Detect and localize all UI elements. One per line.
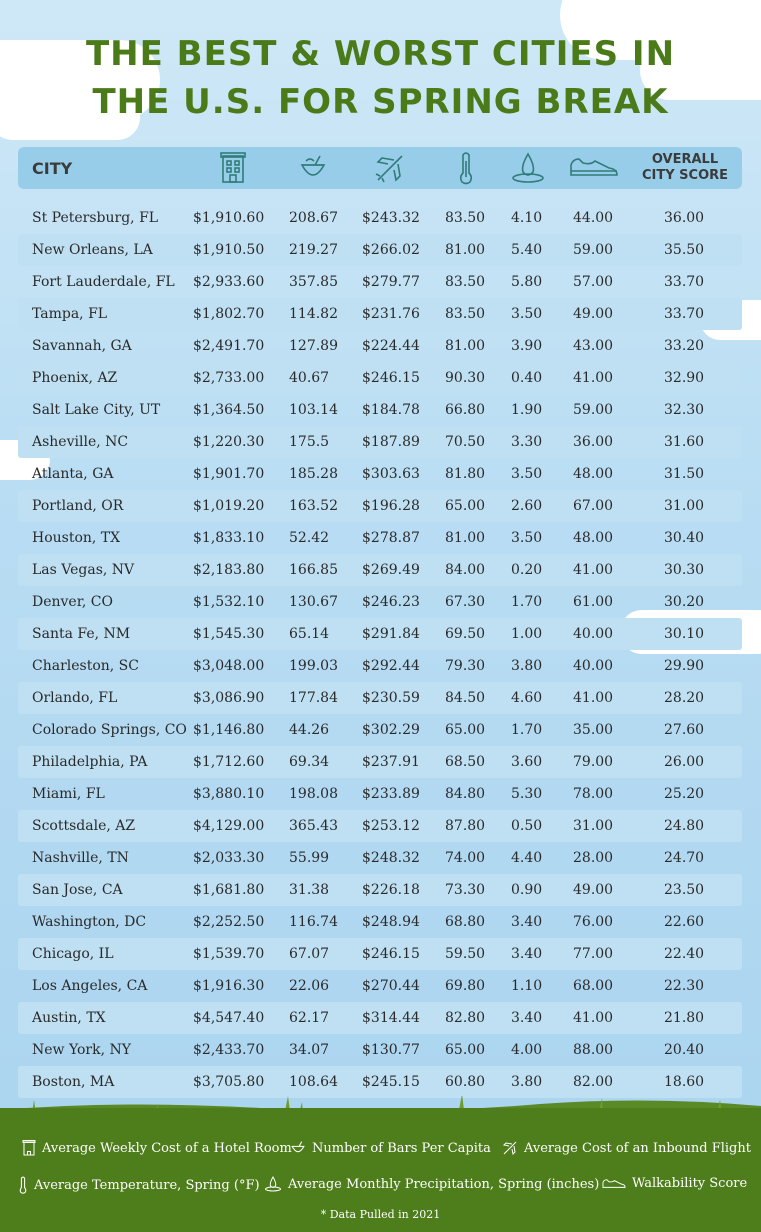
cell-flight: $187.89 [362, 434, 420, 450]
cell-city: Scottsdale, AZ [32, 818, 136, 834]
cell-precip: 5.80 [511, 274, 543, 290]
cell-precip: 3.80 [511, 1074, 543, 1090]
cell-score: 30.10 [664, 626, 705, 642]
table-row [18, 458, 742, 490]
cell-flight: $314.44 [362, 1010, 420, 1026]
legend-label: Average Monthly Precipitation, Spring (inches) [288, 1176, 600, 1192]
sneaker-icon [602, 1178, 626, 1190]
cell-flight: $291.84 [362, 626, 420, 642]
cell-score: 30.40 [664, 530, 705, 546]
cell-score: 31.50 [664, 466, 705, 482]
cell-hotel: $1,901.70 [193, 466, 265, 482]
cell-city: Washington, DC [32, 914, 147, 930]
cell-flight: $266.02 [362, 242, 420, 258]
table-row [18, 202, 742, 234]
table-row [18, 810, 742, 842]
cell-flight: $243.32 [362, 210, 420, 226]
cell-hotel: $3,880.10 [193, 786, 265, 802]
cell-temp: 65.00 [445, 1042, 486, 1058]
cell-bars: 108.64 [289, 1074, 338, 1090]
score-header-line-1: OVERALL [651, 152, 719, 167]
cell-hotel: $2,183.80 [193, 562, 265, 578]
cell-walk: 67.00 [573, 498, 614, 514]
cell-precip: 3.40 [511, 914, 543, 930]
table-row [18, 490, 742, 522]
cell-city: Los Angeles, CA [32, 978, 148, 994]
cell-temp: 73.30 [445, 882, 486, 898]
cell-flight: $233.89 [362, 786, 420, 802]
cell-bars: 103.14 [289, 402, 338, 418]
cell-precip: 0.20 [511, 562, 543, 578]
cell-precip: 0.40 [511, 370, 543, 386]
cell-temp: 81.00 [445, 530, 486, 546]
cell-flight: $279.77 [362, 274, 420, 290]
table-row [18, 714, 742, 746]
airplane-icon [502, 1140, 518, 1156]
cell-flight: $224.44 [362, 338, 420, 354]
cell-bars: 44.26 [289, 722, 330, 738]
cell-city: Miami, FL [32, 786, 105, 802]
cell-precip: 1.90 [511, 402, 543, 418]
cell-bars: 52.42 [289, 530, 330, 546]
cell-score: 29.90 [664, 658, 705, 674]
cell-hotel: $1,545.30 [193, 626, 265, 642]
cell-walk: 76.00 [573, 914, 614, 930]
airplane-icon [370, 147, 410, 189]
cell-city: Santa Fe, NM [32, 626, 131, 642]
table-row [18, 426, 742, 458]
cell-temp: 70.50 [445, 434, 486, 450]
cell-bars: 31.38 [289, 882, 330, 898]
cell-city: Chicago, IL [32, 946, 114, 962]
cell-city: Las Vegas, NV [32, 562, 135, 578]
table-row [18, 586, 742, 618]
cell-bars: 357.85 [289, 274, 338, 290]
legend-label: Average Weekly Cost of a Hotel Room [42, 1140, 292, 1156]
cell-walk: 41.00 [573, 562, 614, 578]
cell-precip: 3.50 [511, 306, 543, 322]
cell-precip: 3.50 [511, 466, 543, 482]
cell-city: Denver, CO [32, 594, 113, 610]
table-row [18, 746, 742, 778]
cell-bars: 208.67 [289, 210, 338, 226]
cell-flight: $196.28 [362, 498, 420, 514]
table-row [18, 1002, 742, 1034]
table-row [18, 874, 742, 906]
cell-bars: 127.89 [289, 338, 338, 354]
cell-hotel: $1,019.20 [193, 498, 265, 514]
cell-hotel: $3,705.80 [193, 1074, 265, 1090]
cell-city: Philadelphia, PA [32, 754, 148, 770]
cell-hotel: $2,433.70 [193, 1042, 265, 1058]
cell-bars: 22.06 [289, 978, 330, 994]
cell-hotel: $1,681.80 [193, 882, 265, 898]
cell-walk: 59.00 [573, 242, 614, 258]
table-row [18, 778, 742, 810]
cell-precip: 3.30 [511, 434, 543, 450]
cell-walk: 40.00 [573, 658, 614, 674]
cell-walk: 68.00 [573, 978, 614, 994]
cell-temp: 83.50 [445, 306, 486, 322]
cell-score: 33.20 [664, 338, 705, 354]
cell-bars: 130.67 [289, 594, 338, 610]
table-row [18, 362, 742, 394]
cell-score: 35.50 [664, 242, 705, 258]
legend-label: Average Cost of an Inbound Flight [524, 1140, 751, 1156]
cell-temp: 69.50 [445, 626, 486, 642]
cell-temp: 87.80 [445, 818, 486, 834]
table-row [18, 842, 742, 874]
cell-flight: $226.18 [362, 882, 420, 898]
cell-city: St Petersburg, FL [32, 210, 159, 226]
cell-flight: $231.76 [362, 306, 420, 322]
city-table [18, 202, 742, 1098]
cell-flight: $248.32 [362, 850, 420, 866]
cell-bars: 62.17 [289, 1010, 330, 1026]
cell-walk: 36.00 [573, 434, 614, 450]
cell-flight: $246.15 [362, 370, 420, 386]
cell-city: New York, NY [32, 1042, 131, 1058]
cell-precip: 2.60 [511, 498, 543, 514]
cell-score: 33.70 [664, 274, 705, 290]
cell-precip: 3.50 [511, 530, 543, 546]
cell-bars: 114.82 [289, 306, 338, 322]
cell-walk: 59.00 [573, 402, 614, 418]
cell-flight: $292.44 [362, 658, 420, 674]
cell-score: 23.50 [664, 882, 705, 898]
cell-flight: $230.59 [362, 690, 420, 706]
cell-bars: 198.08 [289, 786, 338, 802]
cell-walk: 61.00 [573, 594, 614, 610]
cell-score: 24.70 [664, 850, 705, 866]
cell-hotel: $1,833.10 [193, 530, 265, 546]
cell-hotel: $2,252.50 [193, 914, 265, 930]
cell-score: 25.20 [664, 786, 705, 802]
cell-hotel: $2,933.60 [193, 274, 265, 290]
cell-precip: 0.90 [511, 882, 543, 898]
cell-flight: $270.44 [362, 978, 420, 994]
cell-city: New Orleans, LA [32, 242, 153, 258]
overall-score-column-header [638, 147, 732, 189]
cell-hotel: $1,916.30 [193, 978, 265, 994]
table-row [18, 394, 742, 426]
cell-walk: 49.00 [573, 882, 614, 898]
sneaker-icon [566, 147, 622, 189]
cell-temp: 84.50 [445, 690, 486, 706]
hotel-icon [22, 1140, 36, 1156]
cell-bars: 175.5 [289, 434, 330, 450]
cell-bars: 365.43 [289, 818, 338, 834]
cell-city: Houston, TX [32, 530, 121, 546]
table-row [18, 906, 742, 938]
cell-bars: 34.07 [289, 1042, 330, 1058]
cell-score: 32.30 [664, 402, 705, 418]
cell-walk: 40.00 [573, 626, 614, 642]
cell-temp: 79.30 [445, 658, 486, 674]
cell-city: Salt Lake City, UT [32, 402, 161, 418]
cell-score: 31.60 [664, 434, 705, 450]
table-row [18, 554, 742, 586]
cell-precip: 4.40 [511, 850, 543, 866]
hotel-icon [213, 147, 253, 189]
table-row [18, 1034, 742, 1066]
cell-score: 28.20 [664, 690, 705, 706]
table-row [18, 1066, 742, 1098]
cell-city: Fort Lauderdale, FL [32, 274, 175, 290]
cell-hotel: $1,910.60 [193, 210, 265, 226]
cell-city: Charleston, SC [32, 658, 139, 674]
cell-walk: 44.00 [573, 210, 614, 226]
cell-flight: $237.91 [362, 754, 420, 770]
cell-score: 31.00 [664, 498, 705, 514]
cell-precip: 3.90 [511, 338, 543, 354]
cell-score: 30.20 [664, 594, 705, 610]
cell-score: 22.40 [664, 946, 705, 962]
cell-precip: 4.10 [511, 210, 543, 226]
cell-bars: 55.99 [289, 850, 330, 866]
cell-hotel: $2,491.70 [193, 338, 265, 354]
cell-walk: 57.00 [573, 274, 614, 290]
cell-bars: 40.67 [289, 370, 330, 386]
cell-score: 20.40 [664, 1042, 705, 1058]
cell-hotel: $4,547.40 [193, 1010, 265, 1026]
cell-city: Tampa, FL [32, 306, 108, 322]
cell-walk: 48.00 [573, 466, 614, 482]
cell-temp: 74.00 [445, 850, 486, 866]
cell-precip: 1.70 [511, 722, 543, 738]
cell-temp: 81.80 [445, 466, 486, 482]
cell-precip: 3.40 [511, 946, 543, 962]
cell-precip: 1.10 [511, 978, 543, 994]
cell-city: Austin, TX [32, 1010, 106, 1026]
cell-flight: $184.78 [362, 402, 420, 418]
cell-precip: 5.30 [511, 786, 543, 802]
coconut-drink-icon [293, 147, 333, 189]
cell-flight: $246.15 [362, 946, 420, 962]
cell-city: Colorado Springs, CO [32, 722, 187, 738]
cell-temp: 68.50 [445, 754, 486, 770]
cell-hotel: $1,146.80 [193, 722, 265, 738]
cell-bars: 67.07 [289, 946, 330, 962]
cell-hotel: $1,539.70 [193, 946, 265, 962]
cell-hotel: $1,910.50 [193, 242, 265, 258]
cell-score: 22.60 [664, 914, 705, 930]
cell-temp: 82.80 [445, 1010, 486, 1026]
cell-bars: 65.14 [289, 626, 330, 642]
cell-score: 36.00 [664, 210, 705, 226]
legend-item-hotel [22, 1140, 292, 1156]
cell-precip: 4.60 [511, 690, 543, 706]
cell-walk: 88.00 [573, 1042, 614, 1058]
legend-label: Number of Bars Per Capita [312, 1140, 491, 1156]
data-footnote: * Data Pulled in 2021 [320, 1208, 441, 1221]
cell-walk: 28.00 [573, 850, 614, 866]
cell-city: Nashville, TN [32, 850, 129, 866]
cell-temp: 81.00 [445, 242, 486, 258]
cell-city: Asheville, NC [32, 434, 129, 450]
cell-walk: 41.00 [573, 370, 614, 386]
thermometer-icon [446, 147, 486, 189]
cell-city: Orlando, FL [32, 690, 118, 706]
cell-temp: 83.50 [445, 274, 486, 290]
cell-walk: 35.00 [573, 722, 614, 738]
cell-walk: 48.00 [573, 530, 614, 546]
cell-temp: 69.80 [445, 978, 486, 994]
cell-score: 24.80 [664, 818, 705, 834]
cell-flight: $303.63 [362, 466, 420, 482]
water-drop-icon [506, 147, 550, 189]
cell-flight: $278.87 [362, 530, 420, 546]
cell-hotel: $3,048.00 [193, 658, 265, 674]
thermometer-icon [18, 1176, 28, 1194]
cell-bars: 163.52 [289, 498, 338, 514]
cell-score: 27.60 [664, 722, 705, 738]
table-row [18, 938, 742, 970]
cell-flight: $248.94 [362, 914, 420, 930]
table-row [18, 682, 742, 714]
cell-city: Portland, OR [32, 498, 124, 514]
cell-walk: 41.00 [573, 1010, 614, 1026]
water-drop-icon [264, 1176, 282, 1192]
cell-bars: 185.28 [289, 466, 338, 482]
cell-hotel: $1,220.30 [193, 434, 265, 450]
cell-score: 33.70 [664, 306, 705, 322]
cell-walk: 82.00 [573, 1074, 614, 1090]
cell-flight: $130.77 [362, 1042, 420, 1058]
title-line-1: THE BEST & WORST CITIES IN [85, 34, 676, 74]
cell-flight: $269.49 [362, 562, 420, 578]
cell-flight: $246.23 [362, 594, 420, 610]
cell-walk: 31.00 [573, 818, 614, 834]
table-row [18, 618, 742, 650]
cell-bars: 219.27 [289, 242, 338, 258]
legend-label: Average Temperature, Spring (°F) [34, 1177, 260, 1193]
cell-temp: 84.00 [445, 562, 486, 578]
cell-temp: 68.80 [445, 914, 486, 930]
cell-walk: 41.00 [573, 690, 614, 706]
cell-temp: 60.80 [445, 1074, 486, 1090]
cell-hotel: $1,802.70 [193, 306, 265, 322]
table-row [18, 234, 742, 266]
cell-bars: 177.84 [289, 690, 338, 706]
cell-hotel: $1,712.60 [193, 754, 265, 770]
score-header-line-2: CITY SCORE [641, 168, 729, 183]
cell-precip: 1.70 [511, 594, 543, 610]
cell-hotel: $2,733.00 [193, 370, 265, 386]
legend-item-temperature [18, 1176, 260, 1194]
coconut-drink-icon [290, 1140, 306, 1156]
cell-bars: 166.85 [289, 562, 338, 578]
cell-flight: $302.29 [362, 722, 420, 738]
cell-city: San Jose, CA [32, 882, 123, 898]
cell-precip: 0.50 [511, 818, 543, 834]
city-column-header: CITY [32, 158, 73, 178]
cell-bars: 116.74 [289, 914, 338, 930]
table-row [18, 970, 742, 1002]
legend-item-bars [290, 1140, 491, 1156]
cell-temp: 65.00 [445, 498, 486, 514]
cell-precip: 1.00 [511, 626, 543, 642]
cell-score: 26.00 [664, 754, 705, 770]
table-header [18, 147, 742, 189]
cell-precip: 4.00 [511, 1042, 543, 1058]
cell-score: 22.30 [664, 978, 705, 994]
cell-flight: $253.12 [362, 818, 420, 834]
cell-walk: 49.00 [573, 306, 614, 322]
cell-precip: 5.40 [511, 242, 543, 258]
legend-item-flight [502, 1140, 751, 1156]
cell-city: Atlanta, GA [32, 466, 114, 482]
cell-score: 18.60 [664, 1074, 705, 1090]
cell-bars: 69.34 [289, 754, 330, 770]
table-row [18, 298, 742, 330]
cell-temp: 65.00 [445, 722, 486, 738]
cell-hotel: $4,129.00 [193, 818, 265, 834]
table-row [18, 266, 742, 298]
table-row [18, 650, 742, 682]
cell-walk: 79.00 [573, 754, 614, 770]
cell-hotel: $3,086.90 [193, 690, 265, 706]
cell-walk: 77.00 [573, 946, 614, 962]
cell-temp: 66.80 [445, 402, 486, 418]
cell-score: 21.80 [664, 1010, 705, 1026]
table-row [18, 330, 742, 362]
cell-city: Savannah, GA [32, 338, 132, 354]
legend-item-walkability [602, 1176, 747, 1191]
cell-precip: 3.80 [511, 658, 543, 674]
cell-hotel: $1,364.50 [193, 402, 265, 418]
legend-label: Walkability Score [632, 1176, 748, 1191]
cell-precip: 3.40 [511, 1010, 543, 1026]
cell-temp: 67.30 [445, 594, 486, 610]
cell-flight: $245.15 [362, 1074, 420, 1090]
cell-temp: 83.50 [445, 210, 486, 226]
title-line-2: THE U.S. FOR SPRING BREAK [92, 82, 669, 122]
cell-hotel: $2,033.30 [193, 850, 265, 866]
cell-city: Phoenix, AZ [32, 370, 118, 386]
cell-bars: 199.03 [289, 658, 338, 674]
table-row [18, 522, 742, 554]
cell-city: Boston, MA [32, 1074, 115, 1090]
cell-temp: 84.80 [445, 786, 486, 802]
cell-temp: 90.30 [445, 370, 486, 386]
cell-score: 32.90 [664, 370, 705, 386]
cell-temp: 59.50 [445, 946, 486, 962]
cell-hotel: $1,532.10 [193, 594, 265, 610]
cell-score: 30.30 [664, 562, 705, 578]
cell-temp: 81.00 [445, 338, 486, 354]
cell-walk: 43.00 [573, 338, 614, 354]
cell-precip: 3.60 [511, 754, 543, 770]
cell-walk: 78.00 [573, 786, 614, 802]
page-title [0, 30, 761, 126]
legend-item-precipitation [264, 1176, 599, 1192]
